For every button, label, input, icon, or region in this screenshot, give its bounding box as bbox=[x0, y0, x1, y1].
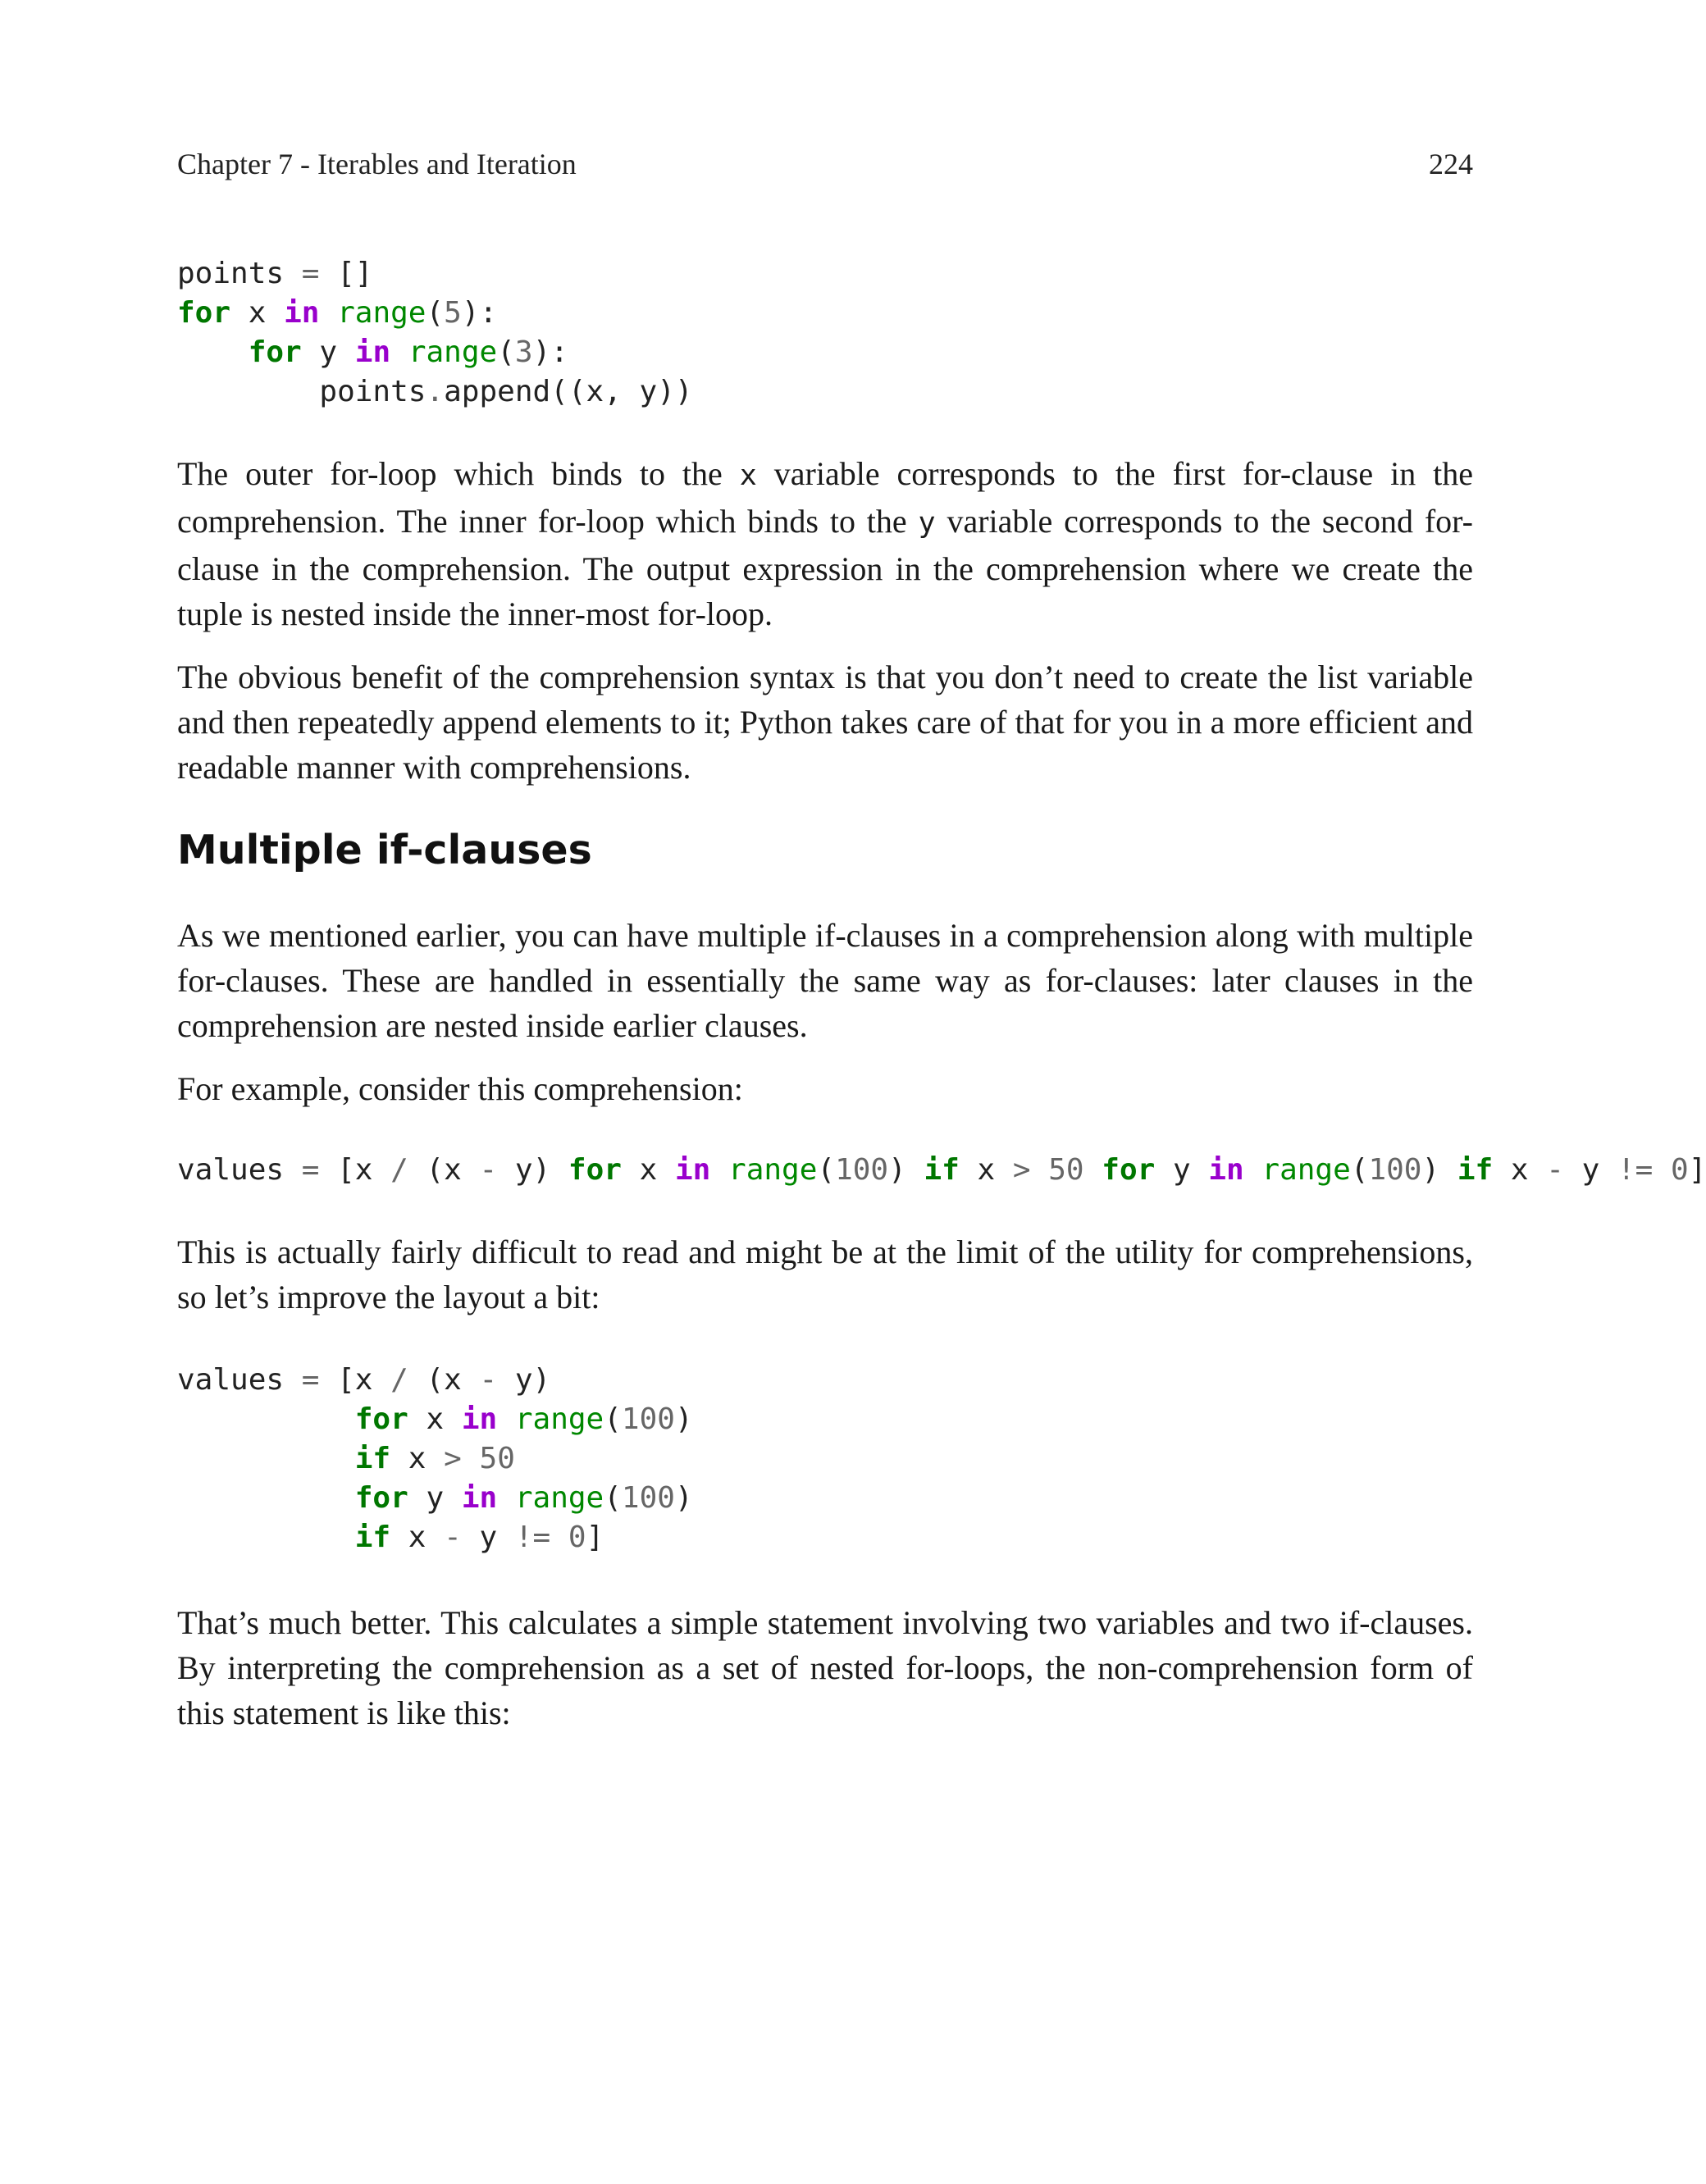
code-line bbox=[177, 1481, 693, 1515]
code-token bbox=[497, 1402, 515, 1436]
code-token: ) bbox=[674, 1402, 693, 1436]
code-line bbox=[177, 257, 372, 290]
code-token: for bbox=[177, 296, 231, 330]
code-line bbox=[177, 1442, 515, 1475]
code-token: 50 bbox=[1048, 1153, 1084, 1187]
code-line bbox=[177, 296, 497, 330]
code-token: > bbox=[1012, 1153, 1031, 1187]
code-token: / bbox=[390, 1153, 408, 1187]
code-token: values bbox=[177, 1153, 285, 1187]
code-token: ) bbox=[888, 1153, 924, 1187]
code-token: ( bbox=[604, 1402, 622, 1436]
code-token: (x bbox=[408, 1153, 480, 1187]
code-token bbox=[284, 1363, 302, 1397]
code-token: = bbox=[301, 1153, 320, 1187]
code-token: range bbox=[408, 335, 498, 369]
code-token: append((x, y)) bbox=[444, 375, 693, 408]
code-token: = bbox=[301, 1363, 320, 1397]
code-token: for bbox=[1102, 1153, 1156, 1187]
paragraph-outer-inner-loops: The outer for-loop which binds to the x variable corresponds to the first for-clause in the comprehension. The inner for-loop which binds to the y variable corresponds to the second for-clause in the comprehension. The output expression in the comprehension where we create the tuple is nested inside the inner-most for-loop. bbox=[177, 455, 1474, 632]
code-token: - bbox=[479, 1153, 498, 1187]
code-token: 5 bbox=[444, 296, 462, 330]
code-token: x bbox=[1493, 1153, 1547, 1187]
code-token: [x bbox=[319, 1363, 391, 1397]
code-token bbox=[462, 1442, 480, 1475]
code-line bbox=[177, 375, 693, 408]
paragraph-difficult-to-read: This is actually fairly difficult to read and might be at the limit of the utility for comprehensions, so let’s improve the layout a bit: bbox=[177, 1233, 1473, 1315]
code-token bbox=[390, 335, 408, 369]
code-block-multi-line bbox=[177, 1361, 1473, 1557]
code-token: range bbox=[514, 1481, 604, 1515]
inline-code-x: x bbox=[739, 459, 757, 492]
code-token bbox=[710, 1153, 728, 1187]
code-token: . bbox=[426, 375, 445, 408]
code-token: points bbox=[177, 375, 426, 408]
code-token: if bbox=[924, 1153, 960, 1187]
code-token: 100 bbox=[621, 1402, 675, 1436]
code-token: points bbox=[177, 257, 285, 290]
code-token: x bbox=[959, 1153, 1013, 1187]
code-token: ( bbox=[604, 1481, 622, 1515]
code-token: = bbox=[301, 257, 320, 290]
code-token: ] bbox=[586, 1521, 604, 1554]
code-token: ( bbox=[497, 335, 515, 369]
code-token: in bbox=[674, 1153, 711, 1187]
code-token: [] bbox=[319, 257, 373, 290]
paragraph-for-example: For example, consider this comprehension: bbox=[177, 1070, 743, 1107]
code-token: [x bbox=[319, 1153, 391, 1187]
code-line bbox=[177, 1402, 693, 1436]
code-token: range bbox=[1261, 1153, 1351, 1187]
code-token bbox=[177, 1521, 355, 1554]
inline-code-y: y bbox=[918, 507, 936, 540]
paragraph-multiple-if-clauses: As we mentioned earlier, you can have multiple if-clauses in a comprehension along with multiple for-clauses. These are handled in essentially the same way as for-clauses: later clauses in the comprehension are nested inside earlier clauses. bbox=[177, 917, 1473, 1044]
code-token: for bbox=[248, 335, 302, 369]
code-token: in bbox=[461, 1402, 498, 1436]
code-token bbox=[319, 296, 337, 330]
code-token bbox=[177, 335, 249, 369]
code-token: 50 bbox=[479, 1442, 515, 1475]
code-token: 100 bbox=[835, 1153, 889, 1187]
code-token: x bbox=[408, 1402, 462, 1436]
code-token: ( bbox=[817, 1153, 836, 1187]
code-token: ( bbox=[426, 296, 445, 330]
code-token: y) bbox=[497, 1363, 551, 1397]
code-line bbox=[177, 1153, 1706, 1187]
code-token bbox=[284, 257, 302, 290]
code-token: x bbox=[621, 1153, 675, 1187]
code-token bbox=[1084, 1153, 1102, 1187]
running-header bbox=[177, 144, 1473, 184]
code-token: in bbox=[284, 296, 320, 330]
code-token: != bbox=[1617, 1153, 1654, 1187]
code-token: range bbox=[337, 296, 426, 330]
code-block-nested-loops bbox=[177, 254, 1473, 412]
code-token: ( bbox=[1350, 1153, 1369, 1187]
code-token bbox=[284, 1153, 302, 1187]
code-token: 100 bbox=[621, 1481, 675, 1515]
code-token bbox=[1244, 1153, 1262, 1187]
code-token: (x bbox=[408, 1363, 480, 1397]
code-token: if bbox=[354, 1521, 391, 1554]
code-token: 3 bbox=[514, 335, 533, 369]
code-token: for bbox=[354, 1402, 408, 1436]
code-token: if bbox=[354, 1442, 391, 1475]
page-content bbox=[177, 246, 1706, 1735]
paragraph-comprehension-benefit: The obvious benefit of the comprehension syntax is that you don’t need to create the list variable and then repeatedly append elements to it; Python takes care of that for you in a more efficient and readable manner with comprehensions. bbox=[177, 659, 1473, 786]
section-heading: Multiple if-clauses bbox=[177, 827, 592, 873]
code-token bbox=[177, 1481, 355, 1515]
code-token: x bbox=[390, 1442, 445, 1475]
code-token bbox=[1653, 1153, 1671, 1187]
code-token bbox=[177, 1442, 355, 1475]
code-token: y bbox=[408, 1481, 462, 1515]
code-token: range bbox=[514, 1402, 604, 1436]
code-token: ) bbox=[1421, 1153, 1457, 1187]
code-token: - bbox=[479, 1363, 498, 1397]
code-token: y bbox=[301, 335, 355, 369]
code-token: y bbox=[1563, 1153, 1617, 1187]
code-token: range bbox=[728, 1153, 818, 1187]
code-token: x bbox=[230, 296, 285, 330]
code-block-one-line bbox=[177, 1151, 1706, 1190]
code-token: 0 bbox=[568, 1521, 586, 1554]
page-number: 224 bbox=[1429, 148, 1473, 180]
code-token: 100 bbox=[1368, 1153, 1422, 1187]
code-token: for bbox=[568, 1153, 622, 1187]
code-token: y bbox=[461, 1521, 515, 1554]
code-token: in bbox=[354, 335, 391, 369]
code-token: != bbox=[514, 1521, 551, 1554]
code-token: ] bbox=[1688, 1153, 1706, 1187]
code-token: - bbox=[444, 1521, 462, 1554]
code-token: for bbox=[354, 1481, 408, 1515]
code-token bbox=[550, 1521, 568, 1554]
code-token: in bbox=[1208, 1153, 1244, 1187]
code-token: x bbox=[390, 1521, 445, 1554]
code-token bbox=[177, 1402, 355, 1436]
code-token: / bbox=[390, 1363, 408, 1397]
code-token: ): bbox=[532, 335, 568, 369]
code-token: ) bbox=[674, 1481, 693, 1515]
code-line bbox=[177, 1363, 550, 1397]
code-line bbox=[177, 335, 568, 369]
code-token: if bbox=[1457, 1153, 1494, 1187]
code-token: values bbox=[177, 1363, 285, 1397]
code-token: y bbox=[1155, 1153, 1209, 1187]
code-token: y) bbox=[497, 1153, 568, 1187]
code-token: ): bbox=[461, 296, 498, 330]
code-line bbox=[177, 1521, 604, 1554]
code-token: - bbox=[1546, 1153, 1564, 1187]
chapter-title: Chapter 7 - Iterables and Iteration bbox=[177, 148, 577, 180]
code-token bbox=[1031, 1153, 1049, 1187]
code-token: 0 bbox=[1671, 1153, 1689, 1187]
code-token: in bbox=[461, 1481, 498, 1515]
code-token: > bbox=[444, 1442, 462, 1475]
code-token bbox=[497, 1481, 515, 1515]
paragraph-much-better: That’s much better. This calculates a simple statement involving two variables and two if-clauses. By interpreting the comprehension as a set of nested for-loops, the non-comprehension form of this statement is like this: bbox=[177, 1604, 1473, 1731]
